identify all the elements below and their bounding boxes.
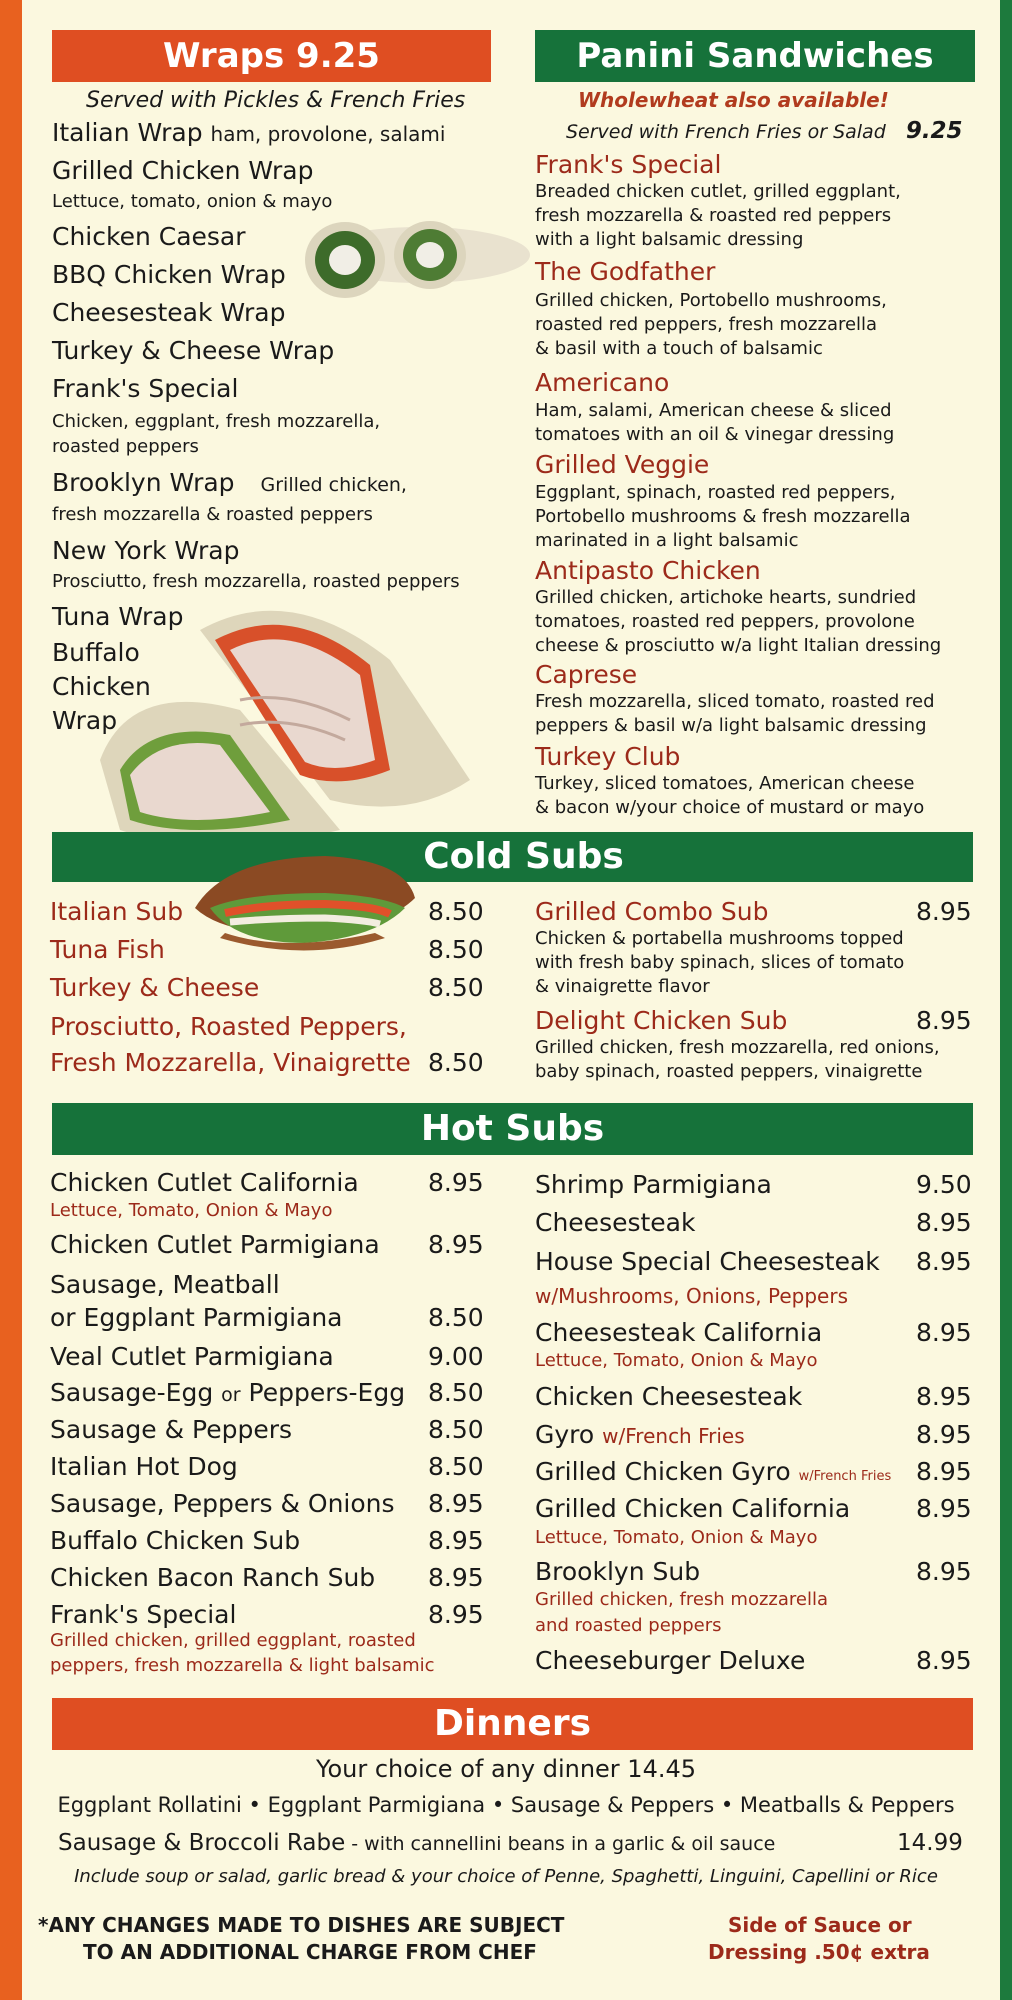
hot-sub-brooklyn-price: 8.95 [916,1557,972,1586]
hot-sub-shrimp-parmigiana-price: 9.50 [916,1170,972,1199]
wrap-item-grilled-chicken-desc: Lettuce, tomato, onion & mayo [52,191,333,212]
panini-item-antipasto-desc-1: Grilled chicken, artichoke hearts, sundried [535,587,917,608]
cold-sub-tuna-fish: Tuna Fish [50,935,165,964]
hot-sub-sausage-peppers: Sausage & Peppers [50,1415,293,1444]
panini-item-godfather: The Godfather [535,257,716,286]
sub-sandwich-photo [185,838,425,958]
panini-header: Panini Sandwiches [535,30,975,82]
panini-item-turkey-club: Turkey Club [535,742,681,771]
hot-sub-grilled-chicken-gyro-price: 8.95 [916,1457,972,1486]
wrap-item-tuna: Tuna Wrap [52,602,184,631]
item-suffix: w/French Fries [602,1424,745,1448]
panini-item-grilled-veggie: Grilled Veggie [535,450,710,479]
hot-sub-grilled-chicken-california: Grilled Chicken California [535,1494,851,1523]
panini-item-americano-desc-2: tomatoes with an oil & vinegar dressing [535,424,895,445]
hot-sub-house-special-cheesesteak: House Special Cheesesteak [535,1247,880,1276]
hot-sub-chicken-bacon-ranch: Chicken Bacon Ranch Sub [50,1563,376,1592]
panini-item-caprese-desc-1: Fresh mozzarella, sliced tomato, roasted red [535,691,935,712]
hot-sub-franks-special: Frank's Special [50,1600,237,1629]
dinners-header: Dinners [52,1698,973,1750]
wrap-item-new-york: New York Wrap [52,536,240,565]
wrap-item-italian [52,118,445,147]
panini-item-americano: Americano [535,368,670,397]
hot-sub-cheesesteak-california: Cheesesteak California [535,1318,823,1347]
wrap-item-cheesesteak: Cheesesteak Wrap [52,298,286,327]
hot-sub-sausage-peppers-price: 8.50 [428,1415,484,1444]
wrap-item-brooklyn [52,468,407,497]
hot-sub-cheesesteak: Cheesesteak [535,1208,696,1237]
left-orange-border [0,0,22,2000]
hot-sub-franks-special-price: 8.95 [428,1600,484,1629]
cold-sub-prosciutto-2: Fresh Mozzarella, Vinaigrette [50,1048,411,1077]
hot-sub-franks-desc-2: peppers, fresh mozzarella & light balsamic [50,1655,435,1676]
dinners-list: Eggplant Rollatini • Eggplant Parmigiana • Sausage & Peppers • Meatballs & Peppers [57,1793,955,1817]
panini-item-antipasto-desc-3: cheese & prosciutto w/a light Italian dressing [535,635,942,656]
hot-sub-cheesesteak-price: 8.95 [916,1208,972,1237]
hot-sub-sausage-egg [50,1378,405,1407]
cold-sub-grilled-combo-desc-1: Chicken & portabella mushrooms topped [535,928,904,949]
panini-item-franks-desc-1: Breaded chicken cutlet, grilled eggplant, [535,181,901,202]
panini-item-franks-desc-3: with a light balsamic dressing [535,229,804,250]
panini-item-antipasto-chicken: Antipasto Chicken [535,556,761,585]
panini-price: 9.25 [905,118,963,144]
cold-sub-grilled-combo-desc-2: with fresh baby spinach, slices of tomato [535,952,905,973]
dinners-broccoli-price: 14.99 [897,1830,963,1856]
wrap-item-new-york-desc: Prosciutto, fresh mozzarella, roasted peppers [52,571,460,592]
wrap-item-brooklyn-desc2: fresh mozzarella & roasted peppers [52,504,373,525]
footer-side-sauce-2: Dressing .50¢ extra [708,1940,930,1964]
hot-sub-grilled-chicken-gyro [535,1457,891,1486]
panini-item-americano-desc-1: Ham, salami, American cheese & sliced [535,400,892,421]
cold-sub-tuna-fish-price: 8.50 [428,935,484,964]
panini-served [566,118,963,144]
hot-sub-cutlet-parmigiana: Chicken Cutlet Parmigiana [50,1230,380,1259]
wrap-photo-small [290,215,530,310]
item-name-b: Peppers-Egg [248,1378,406,1407]
panini-item-veggie-desc-2: Portobello mushrooms & fresh mozzarella [535,506,911,527]
hot-sub-cheeseburger-deluxe: Cheeseburger Deluxe [535,1646,806,1675]
cold-sub-prosciutto-1: Prosciutto, Roasted Peppers, [50,1012,407,1041]
wrap-item-buffalo-2: Chicken [52,672,151,701]
hot-sub-sausage-egg-price: 8.50 [428,1378,484,1407]
hot-sub-veal-cutlet-price: 9.00 [428,1342,484,1371]
panini-item-turkey-club-desc-1: Turkey, sliced tomatoes, American cheese [535,773,915,794]
item-name: Brooklyn Wrap [52,468,235,497]
hot-sub-cutlet-california-desc: Lettuce, Tomato, Onion & Mayo [50,1200,333,1221]
right-green-border [1000,0,1012,2000]
cold-sub-grilled-combo-desc-3: & vinaigrette flavor [535,976,710,997]
item-name: Sausage-Egg [50,1378,214,1407]
panini-item-godfather-desc-2: roasted red peppers, fresh mozzarella [535,314,878,335]
hot-sub-cutlet-parmigiana-price: 8.95 [428,1230,484,1259]
wrap-item-franks-special: Frank's Special [52,374,239,403]
item-name: Italian Wrap [52,118,203,147]
hot-sub-buffalo-chicken: Buffalo Chicken Sub [50,1526,301,1555]
footer-side-sauce-1: Side of Sauce or [728,1913,912,1937]
panini-served-text: Served with French Fries or Salad [566,121,886,143]
hot-sub-buffalo-chicken-price: 8.95 [428,1526,484,1555]
panini-item-antipasto-desc-2: tomatoes, roasted red peppers, provolone [535,611,915,632]
cold-sub-grilled-combo: Grilled Combo Sub [535,897,769,926]
item-or: or [221,1384,241,1406]
panini-item-turkey-club-desc-2: & bacon w/your choice of mustard or mayo [535,797,925,818]
wrap-item-buffalo-1: Buffalo [52,638,140,667]
wrap-item-grilled-chicken: Grilled Chicken Wrap [52,156,314,185]
hot-sub-cutlet-california-price: 8.95 [428,1168,484,1197]
hot-sub-cheesesteak-california-desc: Lettuce, Tomato, Onion & Mayo [535,1350,818,1371]
cold-sub-turkey-cheese: Turkey & Cheese [50,973,260,1002]
hot-sub-sausage-meatball-1: Sausage, Meatball [50,1270,280,1299]
hot-sub-grilled-chicken-california-desc: Lettuce, Tomato, Onion & Mayo [535,1527,818,1548]
cold-subs-title: Cold Subs [423,836,624,877]
cold-sub-prosciutto-price: 8.50 [428,1048,484,1077]
cold-sub-delight-desc-2: baby spinach, roasted peppers, vinaigrette [535,1061,923,1082]
panini-item-franks-desc-2: fresh mozzarella & roasted red peppers [535,205,892,226]
hot-sub-cutlet-california: Chicken Cutlet California [50,1168,359,1197]
panini-item-veggie-desc-1: Eggplant, spinach, roasted red peppers, [535,482,896,503]
hot-sub-sausage-meatball-price: 8.50 [428,1303,484,1332]
wraps-subtitle: Served with Pickles & French Fries [86,88,466,113]
hot-sub-cheesesteak-california-price: 8.95 [916,1318,972,1347]
panini-item-veggie-desc-3: marinated in a light balsamic [535,530,799,551]
wrap-item-franks-special-desc2: roasted peppers [52,436,199,457]
wrap-item-chicken-caesar: Chicken Caesar [52,222,246,251]
panini-item-godfather-desc-3: & basil with a touch of balsamic [535,338,823,359]
panini-item-godfather-desc-1: Grilled chicken, Portobello mushrooms, [535,290,887,311]
wrap-item-bbq-chicken: BBQ Chicken Wrap [52,260,286,289]
item-suffix: w/French Fries [798,1469,892,1484]
hot-sub-brooklyn: Brooklyn Sub [535,1557,701,1586]
dinners-include: Include soup or salad, garlic bread & your choice of Penne, Spaghetti, Linguini, Capellini or Rice [74,1866,938,1887]
hot-sub-sausage-peppers-onions: Sausage, Peppers & Onions [50,1489,395,1518]
item-name: Grilled Chicken Gyro [535,1457,791,1486]
wrap-item-turkey-cheese: Turkey & Cheese Wrap [52,336,335,365]
footer-notice-1: *ANY CHANGES MADE TO DISHES ARE SUBJECT [38,1913,565,1937]
hot-sub-brooklyn-desc-2: and roasted peppers [535,1615,722,1636]
hot-sub-italian-hot-dog-price: 8.50 [428,1452,484,1481]
panini-item-franks-special: Frank's Special [535,150,722,179]
wrap-photo-large [90,590,480,860]
wrap-item-buffalo-3: Wrap [52,706,118,735]
wraps-header: Wraps 9.25 [52,30,491,82]
hot-sub-gyro-price: 8.95 [916,1420,972,1449]
cold-sub-italian: Italian Sub [50,897,184,926]
hot-sub-chicken-bacon-ranch-price: 8.95 [428,1563,484,1592]
hot-sub-chicken-cheesesteak-price: 8.95 [916,1382,972,1411]
hot-sub-italian-hot-dog: Italian Hot Dog [50,1452,238,1481]
cold-sub-delight-desc-1: Grilled chicken, fresh mozzarella, red onions, [535,1037,940,1058]
hot-sub-shrimp-parmigiana: Shrimp Parmigiana [535,1170,772,1199]
hot-sub-gyro [535,1420,745,1449]
hot-sub-chicken-cheesesteak: Chicken Cheesesteak [535,1382,803,1411]
hot-sub-house-special-desc: w/Mushrooms, Onions, Peppers [535,1284,849,1308]
panini-item-caprese: Caprese [535,660,638,689]
wrap-item-franks-special-desc: Chicken, eggplant, fresh mozzarella, [52,411,381,432]
cold-sub-delight-chicken-price: 8.95 [916,1006,972,1035]
item-name: Gyro [535,1420,595,1449]
hot-sub-house-special-price: 8.95 [916,1247,972,1276]
hot-subs-header: Hot Subs [52,1103,973,1155]
hot-sub-veal-cutlet: Veal Cutlet Parmigiana [50,1342,334,1371]
dinners-choice: Your choice of any dinner 14.45 [315,1755,696,1783]
hot-sub-sausage-peppers-onions-price: 8.95 [428,1489,484,1518]
cold-sub-italian-price: 8.50 [428,897,484,926]
panini-item-caprese-desc-2: peppers & basil w/a light balsamic dressing [535,715,927,736]
hot-sub-cheeseburger-deluxe-price: 8.95 [916,1646,972,1675]
hot-sub-brooklyn-desc-1: Grilled chicken, fresh mozzarella [535,1589,828,1610]
panini-note: Wholewheat also available! [578,88,889,112]
hot-sub-grilled-chicken-california-price: 8.95 [916,1494,972,1523]
hot-sub-sausage-meatball-2: or Eggplant Parmigiana [50,1303,343,1332]
cold-sub-delight-chicken: Delight Chicken Sub [535,1006,788,1035]
item-desc: Grilled chicken, [260,474,407,496]
cold-sub-grilled-combo-price: 8.95 [916,897,972,926]
dinners-broccoli-rabe [58,1830,775,1856]
item-desc: ham, provolone, salami [210,122,446,146]
cold-sub-turkey-cheese-price: 8.50 [428,973,484,1002]
footer-notice-2: TO AN ADDITIONAL CHARGE FROM CHEF [83,1940,537,1964]
hot-sub-franks-desc-1: Grilled chicken, grilled eggplant, roasted [50,1630,416,1651]
broccoli-name: Sausage & Broccoli Rabe [58,1830,346,1856]
broccoli-desc: - with cannellini beans in a garlic & oil sauce [345,1833,776,1855]
